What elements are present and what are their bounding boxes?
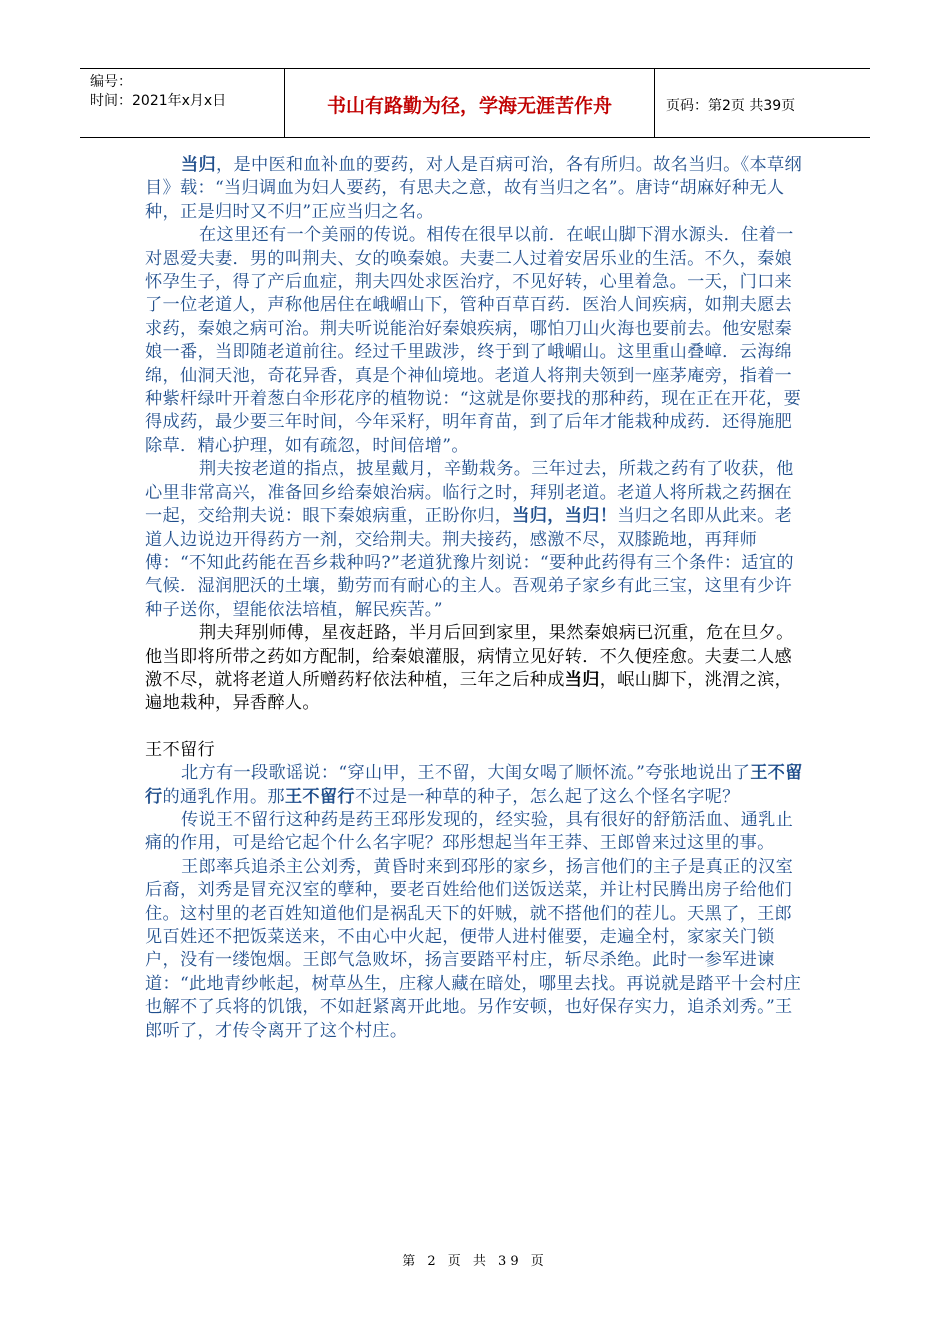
term-highlight: 王不留行: [145, 763, 803, 807]
paragraph: [145, 154, 807, 224]
page-header: [80, 68, 870, 138]
document-body: [145, 154, 807, 1043]
paragraph-text: 荆夫拜别师傅，星夜赶路，半月后回到家里，果然秦娘病已沉重，危在旦夕。他当即将所带之药如方配制，给秦娘灌服，病情立见好转．不久便痊愈。夫妻二人感激不尽，就将老道人所赠药籽依法种植，三年之后种成: [145, 623, 794, 690]
paragraph-text: ，是中医和血补血的要药，对人是百病可治，各有所归。故名当归。《本草纲目》载：“当归调血为妇人要药，有思夫之意，故有当归之名”。唐诗“胡麻好种无人种，正是归时又不归”正应当归之名。: [145, 155, 802, 222]
section-spacer: [145, 716, 807, 739]
paragraph: [145, 762, 807, 809]
header-meta: [90, 73, 226, 111]
header-page-info: 页码：第2页 共39页: [666, 98, 796, 114]
term-highlight: 当归: [564, 669, 600, 690]
paragraph-text: 的通乳作用。那: [162, 786, 285, 807]
header-divider: [654, 69, 655, 137]
paragraph: 王郎率兵追杀主公刘秀，黄昏时来到邳彤的家乡，扬言他们的主子是真正的汉室后裔，刘秀是冒充汉室的孽种，要老百姓给他们送饭送菜，并让村民腾出房子给他们住。这村里的老百姓知道他们是祸乱天下的奸贼，就不搭他们的茬儿。天黑了，王郎见百姓还不把饭菜送来，不由心中火起，便带人进村催要，走遍全村，家家关门锁户，没有一缕饱烟。王郎气急败坏，扬言要踏平村庄，斩尽杀绝。此时一参军进谏道：“此地青纱帐起，树草丛生，庄稼人藏在暗处，哪里去找。再说就是踏平十会村庄也解不了兵将的饥饿，不如赶紧离开此地。另作安顿，也好保存实力，追杀刘秀。”王郎听了，才传令离开了这个村庄。: [145, 856, 802, 1041]
paragraph-text: 不过是一种草的种子，怎么起了这么个怪名字呢？: [354, 786, 740, 807]
term-highlight: 王不留行: [284, 786, 355, 807]
paragraph: 在这里还有一个美丽的传说。相传在很早以前．在岷山脚下渭水源头．住着一对恩爱夫妻．男的叫荆夫、女的唤秦娘。夫妻二人过着安居乐业的生活。不久，秦娘怀孕生子，得了产后血症，荆夫四处求医治疗，不见好转，心里着急。一天，门口来了一位老道人，声称他居住在峨嵋山下，管种百草百药．医治人间疾病，如荆夫愿去求药，秦娘之病可治。荆夫听说能治好秦娘疾病，哪怕刀山火海也要前去。他安慰秦娘一番，当即随老道前往。经过千里跋涉，终于到了峨嵋山。这里重山叠嶂．云海绵绵，仙洞天池，奇花异香，真是个神仙境地。老道人将荆夫领到一座茅庵旁，指着一种紫杆绿叶开着葱白伞形花序的植物说：“这就是你要找的那种药，现在正在开花，要得成药，最少要三年时间，今年采籽，明年育苗，到了后年才能栽种成药．还得施肥除草．精心护理，如有疏忽，时间倍增”。: [145, 225, 802, 456]
paragraph-text: ，岷山脚下，洮渭之滨，遍地栽种，异香醉人。: [145, 669, 793, 714]
time-label: 时间：2021年x月x日: [90, 93, 227, 109]
paragraph: [145, 458, 807, 622]
paragraph-text: 荆夫按老道的指点，披星戴月，辛勤栽务。三年过去，所栽之药有了收获，他心里非常高兴，准备回乡给秦娘治病。临行之时，拜别老道。老道人将所栽之药捆在一起，交给荆夫说：眼下秦娘病重，正盼你归，: [145, 459, 794, 527]
paragraph-text: 当归之名即从此来。老道人边说边开得药方一剂，交给荆夫。荆夫接药，感激不尽，双膝跪地，再拜师傅：“不知此药能在吾乡栽种吗?”老道犹豫片刻说：“要种此药得有三个条件：适宜的气候．湿润肥沃的土壤，勤劳而有耐心的主人。吾观弟子家乡有此三宝，这里有少许种子送你，望能依法培植，解民疾苦。”: [145, 506, 794, 620]
number-label: 编号：: [90, 74, 132, 90]
header-motto: 书山有路勤为径，学海无涯苦作舟: [326, 95, 612, 117]
term-highlight: 当归，当归！: [512, 506, 618, 527]
term-highlight: 当归: [181, 155, 216, 175]
paragraph: [145, 622, 807, 716]
page-footer: 第 2 页 共 39 页: [402, 1254, 548, 1269]
paragraph-text: 北方有一段歌谣说：“穿山甲，王不留，大闺女喝了顺怀流。”夸张地说出了: [181, 763, 751, 784]
paragraph: 传说王不留行这种药是药王邳彤发现的，经实验，具有很好的舒筋活血、通乳止痛的作用，可是给它起个什么名字呢？邳彤想起当年王莽、王郎曾来过这里的事。: [145, 809, 794, 854]
section-title: 王不留行: [145, 739, 215, 760]
